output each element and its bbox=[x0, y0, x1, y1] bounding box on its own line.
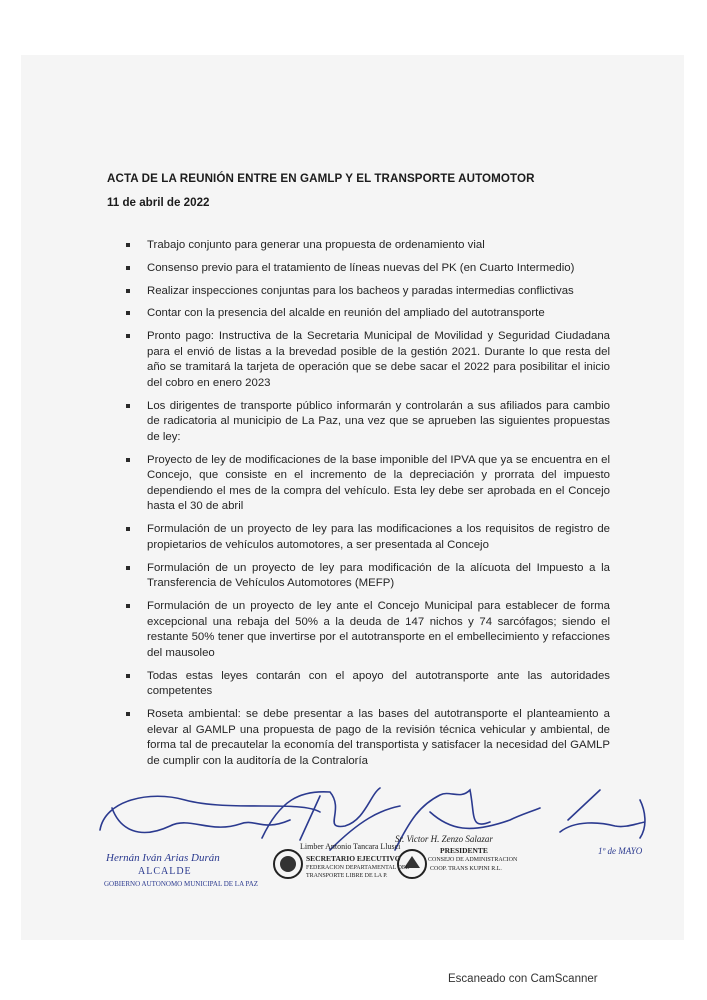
list-item: Realizar inspecciones conjuntas para los bacheos y paradas intermedias conflictivas bbox=[124, 284, 610, 300]
list-item: Todas estas leyes contarán con el apoyo del autotransporte ante las autoridades competentes bbox=[124, 669, 610, 700]
presidente-role: PRESIDENTE bbox=[440, 846, 488, 855]
secretario-name: Limber Antonio Tancara Llusci bbox=[300, 842, 401, 851]
secretario-role: SECRETARIO EJECUTIVO bbox=[306, 854, 401, 863]
presidente-seal-icon bbox=[398, 850, 426, 878]
scanner-watermark: Escaneado con CamScanner bbox=[448, 973, 598, 985]
list-item: Proyecto de ley de modificaciones de la base imponible del IPVA que ya se encuentra en el Concejo, que consiste en el incremento de la depreciación y prorrata del impuesto dependiendo el mes de la compra del vehículo. Esta ley debe ser aprobada en el Concejo hasta el 30 de abril bbox=[124, 453, 610, 515]
handwritten-date: 1º de MAYO bbox=[598, 846, 643, 856]
secretario-seal-icon bbox=[274, 850, 302, 878]
presidente-org-1: CONSEJO DE ADMINISTRACION bbox=[428, 857, 518, 863]
alcalde-name: Hernán Iván Arias Durán bbox=[106, 852, 220, 864]
secretario-org-2: TRANSPORTE LIBRE DE LA P. bbox=[306, 873, 388, 879]
list-item: Formulación de un proyecto de ley ante el Concejo Municipal para establecer de forma excepcional una rebaja del 50% a la deuda de 147 nichos y 74 sarcófagos; siendo el restante 50% tener que invertirse por el autotransporte en el embellecimiento y refacciones del mausoleo bbox=[124, 599, 610, 661]
alcalde-role: ALCALDE bbox=[138, 866, 192, 877]
document-title: ACTA DE LA REUNIÓN ENTRE EN GAMLP Y EL TRANSPORTE AUTOMOTOR bbox=[107, 172, 535, 185]
right-signature bbox=[560, 790, 645, 838]
alcalde-org: GOBIERNO AUTONOMO MUNICIPAL DE LA PAZ bbox=[104, 880, 259, 888]
list-item: Formulación de un proyecto de ley para las modificaciones a los requisitos de registro de propietarios de vehículos automotores, a ser presentada al Concejo bbox=[124, 522, 610, 553]
secretario-org-1: FEDERACION DEPARTAMENTAL DEL bbox=[306, 865, 410, 871]
list-item: Contar con la presencia del alcalde en reunión del ampliado del autotransporte bbox=[124, 306, 610, 322]
list-item: Trabajo conjunto para generar una propuesta de ordenamiento vial bbox=[124, 238, 610, 254]
list-item: Los dirigentes de transporte público informarán y controlarán a sus afiliados para cambio de radicatoria al municipio de La Paz, una vez que se aprueben las siguientes propuestas de ley: bbox=[124, 399, 610, 446]
list-item: Roseta ambiental: se debe presentar a las bases del autotransporte el planteamiento a elevar al GAMLP una propuesta de pago de la revisión técnica vehicular y ambiental, de forma tal de precautelar la economía del transportista y satisfacer la necesidad del GAMLP de cumplir con la auditoría de la Contraloría bbox=[124, 707, 610, 769]
secretario-signature bbox=[262, 788, 400, 850]
alcalde-signature bbox=[100, 796, 320, 832]
presidente-org-2: COOP. TRANS KUPINI R.L. bbox=[430, 866, 502, 872]
document-date: 11 de abril de 2022 bbox=[107, 196, 210, 209]
list-item: Consenso previo para el tratamiento de líneas nuevas del PK (en Cuarto Intermedio) bbox=[124, 261, 610, 277]
list-item: Pronto pago: Instructiva de la Secretaria Municipal de Movilidad y Seguridad Ciudadana para el envió de listas a la brevedad posible de la gestión 2021. Durante lo que resta del año se tramitará la tarjeta de operación que se debe sacar el 2022 para posibilitar el inicio del cobro en enero 2023 bbox=[124, 329, 610, 391]
presidente-name: Sr. Victor H. Zenzo Salazar bbox=[395, 834, 493, 844]
list-item: Formulación de un proyecto de ley para modificación de la alícuota del Impuesto a la Transferencia de Vehículos Automotores (MEFP) bbox=[124, 561, 610, 592]
